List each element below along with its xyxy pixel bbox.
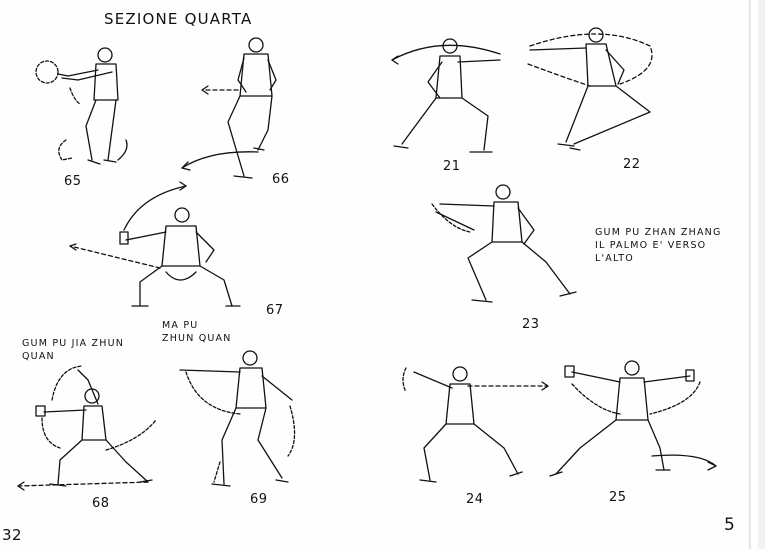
figure-68-drawing bbox=[18, 366, 156, 490]
section-title: SEZIONE QUARTA bbox=[104, 10, 253, 28]
caption-gum-pu-zhan-zhang: GUM PU ZHAN ZHANG IL PALMO E' VERSO L'ALTO bbox=[595, 227, 722, 264]
figure-number-21: 21 bbox=[443, 159, 461, 174]
figure-number-67: 67 bbox=[266, 303, 284, 318]
figure-number-65: 65 bbox=[64, 174, 82, 189]
figure-65-drawing bbox=[36, 48, 127, 164]
page-number-left: 32 bbox=[2, 526, 23, 544]
figure-number-69: 69 bbox=[250, 492, 268, 507]
figure-24-drawing bbox=[403, 367, 548, 482]
figure-number-23: 23 bbox=[522, 317, 540, 332]
figure-number-22: 22 bbox=[623, 157, 641, 172]
figure-number-25: 25 bbox=[609, 490, 627, 505]
page-number-right: 5 bbox=[724, 515, 736, 535]
caption-gum-pu-jia-zhun-quan: GUM PU JIA ZHUN QUAN bbox=[22, 338, 125, 362]
figure-66-drawing bbox=[182, 38, 276, 178]
figure-22-drawing bbox=[528, 28, 652, 150]
figure-69-drawing bbox=[180, 351, 295, 486]
figure-23-drawing bbox=[432, 185, 576, 302]
figure-21-drawing bbox=[392, 39, 500, 152]
caption-ma-pu-zhun-quan: MA PU ZHUN QUAN bbox=[162, 320, 232, 344]
figure-number-24: 24 bbox=[466, 492, 484, 507]
figure-number-68: 68 bbox=[92, 496, 110, 511]
figure-67-drawing bbox=[70, 182, 240, 306]
figure-number-66: 66 bbox=[272, 172, 290, 187]
figure-25-drawing bbox=[550, 361, 716, 476]
